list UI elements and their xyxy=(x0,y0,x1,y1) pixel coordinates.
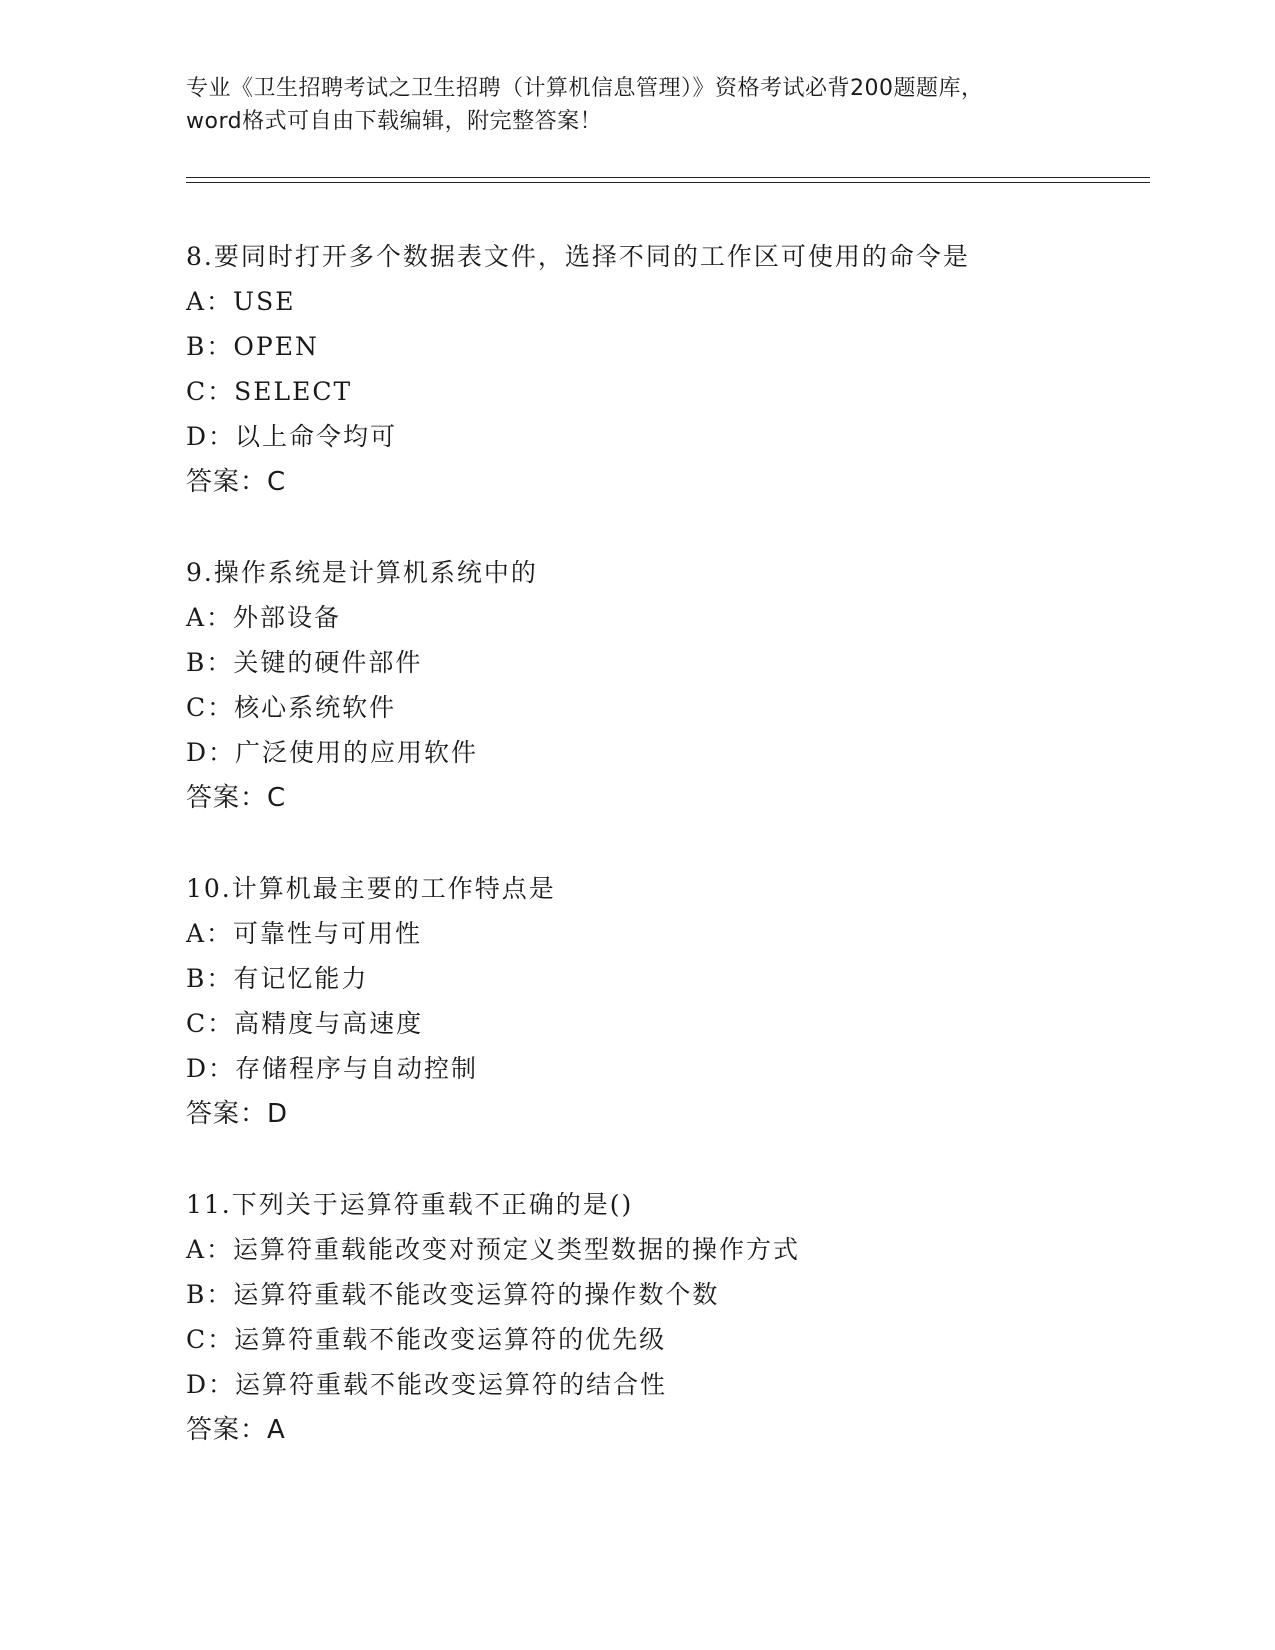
option-a: A：运算符重载能改变对预定义类型数据的操作方式 xyxy=(186,1235,801,1264)
option-d: D：运算符重载不能改变运算符的结合性 xyxy=(186,1370,668,1399)
option-b: B：运算符重载不能改变运算符的操作数个数 xyxy=(186,1280,720,1309)
header-line-1: 专业《卫生招聘考试之卫生招聘（计算机信息管理）》资格考试必背200题题库， xyxy=(186,76,984,101)
question-title: 8.要同时打开多个数据表文件，选择不同的工作区可使用的命令是 xyxy=(186,242,970,271)
option-a: A：可靠性与可用性 xyxy=(186,919,423,948)
question-list xyxy=(186,234,1146,1498)
option-d: D：广泛使用的应用软件 xyxy=(186,738,479,767)
option-d: D：以上命令均可 xyxy=(186,422,398,451)
option-c: C：SELECT xyxy=(186,377,353,406)
question-item xyxy=(186,1182,1146,1453)
answer-line: 答案：A xyxy=(186,1415,286,1445)
option-c: C：核心系统软件 xyxy=(186,693,397,722)
option-a: A：外部设备 xyxy=(186,603,342,632)
answer-line: 答案：D xyxy=(186,1099,289,1129)
question-title: 10.计算机最主要的工作特点是 xyxy=(186,874,556,903)
question-title: 11.下列关于运算符重载不正确的是() xyxy=(186,1190,634,1219)
header-line-2: word格式可自由下载编辑，附完整答案！ xyxy=(186,109,603,134)
option-c: C：高精度与高速度 xyxy=(186,1009,424,1038)
option-d: D：存储程序与自动控制 xyxy=(186,1054,479,1083)
question-item xyxy=(186,234,1146,505)
answer-line: 答案：C xyxy=(186,467,287,497)
document-header xyxy=(186,72,1086,138)
option-b: B：有记忆能力 xyxy=(186,964,369,993)
question-item xyxy=(186,550,1146,821)
question-title: 9.操作系统是计算机系统中的 xyxy=(186,558,538,587)
option-c: C：运算符重载不能改变运算符的优先级 xyxy=(186,1325,667,1354)
header-divider-top xyxy=(186,177,1150,178)
question-item xyxy=(186,866,1146,1137)
answer-line: 答案：C xyxy=(186,783,287,813)
option-a: A：USE xyxy=(186,287,296,316)
option-b: B：OPEN xyxy=(186,332,319,361)
header-divider-bottom xyxy=(186,182,1150,183)
option-b: B：关键的硬件部件 xyxy=(186,648,423,677)
